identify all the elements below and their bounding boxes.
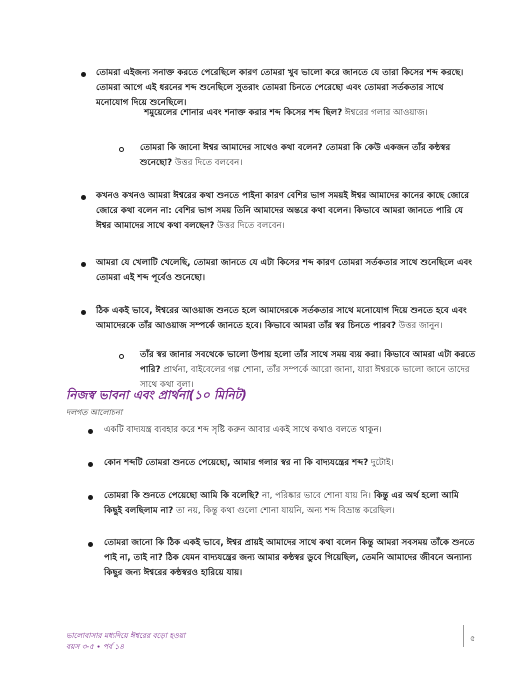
sub-bullet-1 <box>140 141 476 171</box>
section-item-2-question: কোন শব্দটি তোমরা শুনতে পেয়েছো, আমার গলার স্বর না কি বাদ্যযন্ত্রের শব্দ? <box>104 458 369 468</box>
section-item-2-answer: দুটোই। <box>368 458 394 468</box>
section-item-3-question-2: কিন্তু এর অর্থ হলো আমি কিছুই বলছিলাম না? <box>104 491 459 516</box>
paragraph-bullet-3: আমরা যে খেলাটি খেলেছি, তোমরা জানতে যে এটা কিসের শব্দ কারণ তোমরা সর্তকতার সাথে শুনেছিলে এবং তোমরা এই শব্দ পূর্বেও শুনেছো। <box>96 258 472 283</box>
section-heading: নিজস্ব ভাবনা এবং প্রার্থনা(১০ মিনিট) <box>66 388 247 402</box>
section-subheading: দলগত আলোচনা <box>66 408 123 417</box>
bullet-icon <box>81 195 86 200</box>
bullet-icon <box>88 462 93 467</box>
section-item-1: একটি বাদ্যযন্ত্র ব্যবহার করে শব্দ সৃষ্টি করুন আবার একই সাথে কথাও বলতে থাকুন। <box>104 425 382 435</box>
bullet-4-text: ঠিক একই ভাবে, ঈশ্বরের আওয়াজ শুনতে হলে আমাদেরকে সর্তকতার সাথে মনোযোগ দিয়ে শুনতে হবে এবং আমাদেরকে তাঁর আওয়াজ সম্পর্কে জানতে হবে। কিভাবে আমরা তাঁর স্বর চিনতে পারব? <box>96 306 467 331</box>
bullet-2-text: কখনও কখনও আমরা ঈশ্বরের কথা শুনতে পাইনা কারণ বেশির ভাগ সময়ই ঈশ্বর আমাদের কানের কাছে জোরে জোরে কথা বলেন না: বেশির ভাগ সময় তিনি আমাদের অন্তরে কথা বলেন। কিভাবে আমরা জানতে পারি যে ঈশ্বর আমাদের সাথে কথা বলছেন? <box>96 191 469 231</box>
sub-bullet-2-answer: প্রার্থনা, বাইবেলের গল্প শোনা, তাঁর সম্পর্কে আরো জানা, যারা ঈশ্বরকে ভালো জানে তাদের সাথে কথা বলা। <box>140 365 470 390</box>
sub-bullet-icon <box>119 354 124 359</box>
sub-bullet-1-question: তোমরা কি জানো ঈশ্বর আমাদের সাথেও কথা বলেন? তোমরা কি কেউ একজন তাঁর কন্ঠস্বর শুনেছো? <box>140 143 451 168</box>
sub-bullet-1-answer: উত্তর দিতে বলবেন। <box>172 158 243 168</box>
bullet-icon <box>81 262 86 267</box>
bullet-icon <box>81 310 86 315</box>
section-item-4: তোমরা জানো কি ঠিক একই ভাবে, ঈশ্বর প্রায়ই আমাদের সাথে কথা বলেন কিন্তু আমরা সবসময় তাঁকে শুনতে পাই না, তাই না? ঠিক যেমন বাদ্যযন্ত্রের জন্য আমার কন্ঠস্বর ডুবে গিয়েছিল, তেমনি আমাদের জীবনে অন্যান্য কিছুর জন্য ঈশ্বরের কন্ঠস্বরও হারিয়ে যায়। <box>104 538 475 578</box>
bullet-icon <box>88 495 93 500</box>
sub-bullet-icon <box>119 147 124 152</box>
section-item-2 <box>104 456 476 471</box>
bullet-2-answer: উত্তর দিতে বলবেন। <box>214 221 285 231</box>
bullet-icon <box>81 72 86 77</box>
bullet-icon <box>88 542 93 547</box>
center-note-question: শমুয়েলের শোনার এবং শনাক্ত করার শব্দ কিসের শব্দ ছিল? <box>144 108 343 118</box>
paragraph-bullet-1: তোমরা এইজন্য সনাক্ত করতে পেরেছিলে কারণ তোমরা খুব ভালো করে জানতে যে তারা কিসের শব্দ করছে। তোমরা আগে এই ধরনের শব্দ শুনেছিলে সুতরাং তোমরা চিনতে পেরেছো এবং তোমরা সর্তকতার সাথে মনোযোগ দিয়ে শুনেছিলে। <box>96 68 464 108</box>
bullet-icon <box>88 429 93 434</box>
sub-bullet-2-question: তাঁর স্বর জানার সবথেকে ভালো উপায় হলো তাঁর সাথে সময় ব্যয় করা। কিভাবে আমরা এটা করতে পারি? <box>140 350 476 375</box>
footer-divider <box>463 625 464 647</box>
section-item-3-answer-2: তা নয়, কিন্তু কথা গুলো শোনা যায়নি, অন্য শব্দ বিভ্রান্ত করেছিল। <box>173 506 395 516</box>
center-note-answer: ঈশ্বরের গলার আওয়াজ। <box>342 108 428 118</box>
section-item-3-question: তোমরা কি শুনতে পেয়েছো আমি কি বলেছি? <box>104 491 260 501</box>
paragraph-bullet-2 <box>96 189 476 234</box>
center-note <box>96 106 476 121</box>
bullet-4-answer: উত্তর জানুন। <box>395 321 443 331</box>
page-number: ৫ <box>470 634 476 643</box>
footer-subtitle: বয়স ৩-৫ • পর্ব ১৪ <box>66 642 125 651</box>
section-item-3 <box>104 489 476 519</box>
section-item-3-answer: না, পরিষ্কার ভাবে শোনা যায় নি। <box>259 491 371 501</box>
footer-title: ভালোবাসার মধ্যদিয়ে ঈশ্বরের বড়ো হওয়া <box>66 631 186 640</box>
paragraph-bullet-4 <box>96 304 476 334</box>
